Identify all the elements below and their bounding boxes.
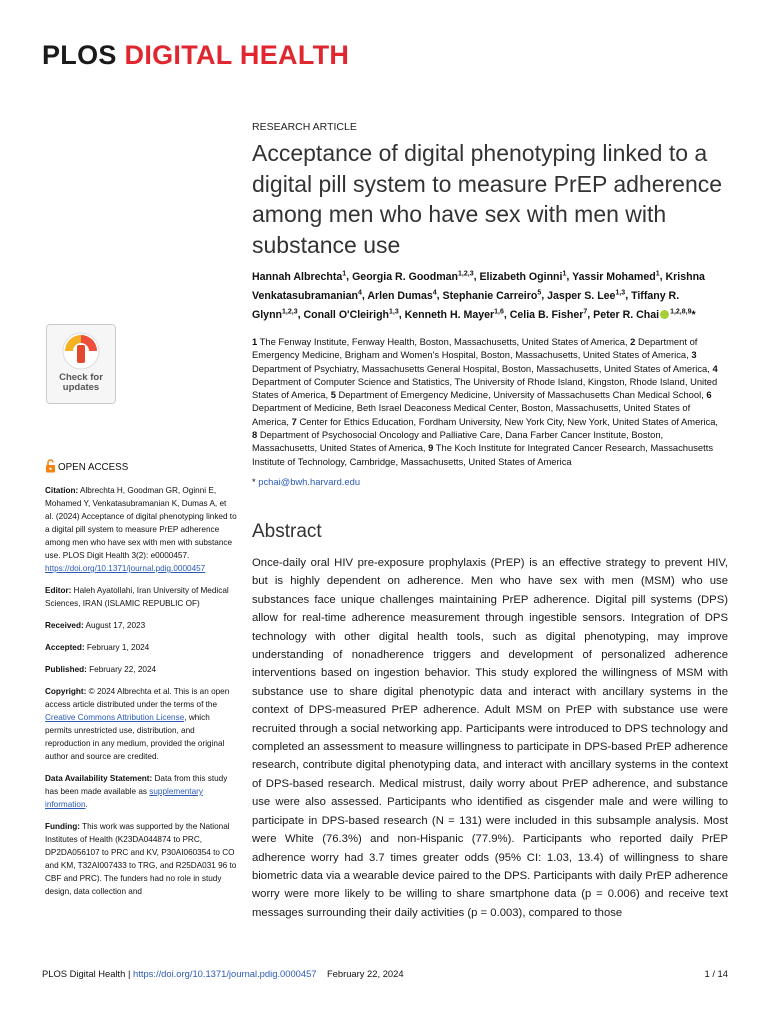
page-footer — [42, 968, 728, 979]
author-name — [572, 271, 660, 283]
affiliation-text: Department of Psychosocial Oncology and Palliative Care, Dana Farber Cancer Institute, Boston, Massachusetts, United States of America, — [252, 429, 664, 454]
affiliation-text: Department of Computer Science and Statistics, The University of Rhode Island, Kingston, Rhode Island, United States of America, — [252, 375, 718, 401]
affiliation-text: Department of Psychiatry, Massachusetts General Hospital, Boston, Massachusetts, United States of America, — [252, 362, 710, 374]
author-name-text: Arlen Dumas — [367, 289, 433, 302]
author-name — [479, 271, 566, 283]
journal-name-digital-health: DIGITAL HEALTH — [124, 40, 350, 70]
article-sidebar — [45, 484, 237, 907]
article-type: RESEARCH ARTICLE — [252, 121, 357, 133]
check-updates-line1: Check for — [59, 372, 103, 383]
abstract-heading: Abstract — [252, 521, 322, 542]
author-affiliation-sup: 1,6 — [494, 308, 504, 316]
author-name-text: Georgia R. Goodman — [352, 270, 459, 283]
journal-logo — [42, 40, 349, 71]
author-name-text: Tiffany R. Glynn — [252, 289, 680, 321]
author-name — [405, 309, 504, 321]
author-affiliation-sup: 1,2,3 — [282, 308, 298, 316]
funding-text: This work was supported by the National Institutes of Health (K23DA044874 to PRC, DP2DA056107 to PRC and KV, P30AI060354 to CO and KM, T32AI007433 to TRG, and R25DA031 96 to CBF and PRC). The funders had no role in study design, data collection and — [45, 822, 237, 896]
author-name-text: Stephanie Carreiro — [442, 289, 538, 302]
author-name-text: Yassir Mohamed — [572, 270, 656, 283]
affiliation-text: The Koch Institute for Integrated Cancer Research, Massachusetts Institute of Technology, Cambridge, Massachusetts, United States of America — [252, 442, 714, 467]
affiliation-text: Center for Ethics Education, Fordham University, New York City, New York, United States of America, — [299, 415, 719, 427]
author-affiliation-sup: 1 — [562, 270, 567, 277]
author-affiliation-sup: 4 — [432, 289, 437, 297]
editor-block — [45, 584, 237, 610]
author-name — [443, 290, 542, 302]
affiliation-text: Department of Emergency Medicine, University of Massachusetts Chan Medical School, — [338, 389, 704, 401]
published-block — [45, 663, 237, 676]
copyright-block — [45, 685, 237, 763]
check-updates-text — [47, 373, 115, 393]
accepted-date: February 1, 2024 — [86, 643, 150, 652]
footer-journal: PLOS Digital Health — [42, 968, 126, 979]
affiliation-number: 4 — [712, 362, 718, 374]
citation-text: Albrechta H, Goodman GR, Oginni E, Mohamed Y, Venkatasubramanian K, Dumas A, et al. (2024) Acceptance of digital phenotyping linked to a digital pill system to measure PrEP adherence among men who have sex with men with substance use. PLOS Digit Health 3(2): e0000457. — [45, 486, 237, 560]
footer-separator: | — [125, 968, 134, 979]
affiliation-text: Department of Medicine, Beth Israel Deaconess Medical Center, Boston, Massachusetts, United States of America, — [252, 402, 691, 427]
affiliation-item — [252, 336, 628, 347]
correspondence-marker: * — [252, 476, 259, 487]
citation-block — [45, 484, 237, 575]
abstract-text: Once-daily oral HIV pre-exposure prophylaxis (PrEP) is an effective strategy to prevent HIV, but is highly dependent on adherence. Men who have sex with men (MSM) who use substances face unique challenges maintaining PrEP adherence. Digital pill systems (DPS) allow for real-time adherence measurement through ingestible sensors. Integration of DPS technology with other digital health tools, such as digital phenotyping, may improve understanding of nonadherence triggers and development of personalized adherence interventions based on ingestion behavior. This study explored the willingness of MSM with substance use to share digital phenotypic data and interact with ancillary systems in the context of DPS-measured PrEP adherence. Adult MSM on PrEP with substance use were recruited through a social networking app. Participants were introduced to DPS technology and completed an assessment to measure willingness to participate in DPS-based PrEP adherence research, contribute digital phenotyping data, and interact with ancillary systems in the context of DPS-based research. Medical mistrust, daily worry about PrEP adherence, and substance use were also assessed. Participants who identified as cisgender male and were willing to participate in DPS-based research (N = 131) were included in this subsample analysis. Most were White (76.3%) and non-Hispanic (77.9%). Participants who reported daily PrEP adherence worry had 3.7 times greater odds (95% CI: 1.03, 13.4) of willingness to share biometric data via a wearable device paired to the DPS. Participants with daily PrEP adherence worry were more likely to be willing to share smartphone data (p = 0.006) and receive text messages surrounding their daily activities (p = 0.003), compared to those — [252, 557, 728, 919]
affiliation-text: The Fenway Institute, Fenway Health, Boston, Massachusetts, United States of America, — [259, 336, 628, 347]
check-for-updates-button[interactable] — [46, 324, 116, 404]
affiliation-number: 1 — [252, 336, 258, 347]
funding-label: Funding: — [45, 822, 81, 831]
author-name — [547, 290, 625, 302]
author-name — [352, 271, 474, 283]
author-list: Hannah Albrechta$^1$, Georgia R. Goodman$^{1,2,3}$, Elizabeth Oginni$^1$, Yassir Mohamed$^1$, Krishna Venkatasubramanian$^4$, Arlen Dumas$^4$, Stephanie Carreiro$^5$, Jasper S. Lee$^{1,3}$, Tiffany R. Glynn$^{1,2,3}$, Conall O'Cleirigh$^{1,3}$, Kenneth H. Mayer$^{1,6}$, Celia B. Fisher$^7$, Peter R. Chai $^{1,2,8,9}$* — [252, 270, 705, 321]
author-name — [252, 271, 346, 283]
author-affiliation-sup: 1 — [655, 270, 660, 277]
received-date: August 17, 2023 — [85, 621, 146, 630]
author-name-text: Krishna Venkatasubramanian — [252, 270, 705, 302]
editor-label: Editor: — [45, 586, 72, 595]
data-availability-block — [45, 772, 237, 811]
open-access-label: OPEN ACCESS — [58, 462, 129, 473]
received-block — [45, 619, 237, 632]
data-availability-label: Data Availability Statement: — [45, 774, 153, 783]
author-affiliation-sup: 7 — [583, 308, 588, 316]
check-updates-icon — [61, 331, 101, 371]
author-affiliation-sup: 1,2,8,9 — [670, 308, 692, 316]
author-name-text: Elizabeth Oginni — [479, 270, 563, 283]
affiliation-number: 3 — [691, 349, 697, 361]
author-name — [593, 309, 695, 321]
author-affiliation-sup: 1 — [342, 270, 347, 277]
author-name-text: Conall O'Cleirigh — [303, 308, 390, 321]
author-affiliation-sup: 4 — [357, 289, 362, 297]
published-date: February 22, 2024 — [89, 665, 157, 674]
published-label: Published: — [45, 665, 87, 674]
author-name-text: Peter R. Chai — [593, 308, 660, 321]
author-affiliation-sup: 1,2,3 — [458, 270, 474, 277]
footer-doi-link[interactable]: https://doi.org/10.1371/journal.pdig.0000457 — [133, 968, 317, 979]
footer-date: February 22, 2024 — [326, 968, 404, 979]
copyright-text: © 2024 Albrechta et al. This is an open access article distributed under the terms of the — [45, 687, 230, 709]
page-number: 1 / 14 — [704, 968, 728, 979]
author-name-text: Kenneth H. Mayer — [404, 308, 495, 321]
correspondence — [252, 476, 360, 487]
editor-text: Haleh Ayatollahi, Iran University of Medical Sciences, IRAN (ISLAMIC REPUBLIC OF) — [45, 586, 229, 608]
accepted-label: Accepted: — [45, 643, 85, 652]
article-title: Acceptance of digital phenotyping linked to a digital pill system to measure PrEP adherence among men who have sex with men with substance use — [252, 140, 723, 258]
affiliation-number: 2 — [630, 336, 636, 347]
open-access-badge — [45, 459, 128, 473]
data-availability-end: . — [85, 800, 88, 809]
author-name — [367, 290, 436, 302]
author-affiliation-sup: 5 — [537, 289, 542, 297]
affiliation-number: 5 — [330, 389, 336, 401]
affiliation-number: 7 — [291, 415, 297, 427]
data-availability-text: Data from this study has been made available as — [45, 774, 228, 796]
affiliation-item — [292, 416, 718, 427]
supplementary-info-link[interactable]: supplementary information — [45, 787, 203, 809]
author-name — [510, 309, 588, 321]
citation-label: Citation: — [45, 486, 79, 495]
author-name — [304, 309, 399, 321]
correspondence-email-link[interactable]: pchai@bwh.harvard.edu — [258, 476, 361, 487]
accepted-block — [45, 641, 237, 654]
copyright-text-end: , which permits unrestricted use, distribution, and reproduction in any medium, provided the original author and source are credited. — [45, 713, 225, 761]
affiliation-text: Department of Emergency Medicine, Brigham and Women's Hospital, Boston, Massachusetts, United States of America, — [252, 336, 698, 361]
open-lock-icon — [45, 459, 56, 473]
affiliation-number: 9 — [428, 442, 434, 454]
license-link[interactable]: Creative Commons Attribution License — [45, 713, 185, 722]
copyright-label: Copyright: — [45, 687, 87, 696]
received-label: Received: — [45, 621, 84, 630]
author-name-text: Celia B. Fisher — [509, 308, 584, 321]
author-name-text: Jasper S. Lee — [547, 289, 616, 302]
journal-name-plos: PLOS — [42, 40, 125, 70]
orcid-icon[interactable] — [660, 310, 669, 319]
affiliation-number: 6 — [706, 389, 712, 401]
author-name-text: Hannah Albrechta — [252, 270, 343, 283]
author-affiliation-sup: 1,3 — [615, 289, 626, 297]
affiliations — [252, 335, 722, 468]
corresponding-author-marker: * — [691, 308, 696, 321]
check-updates-line2: updates — [62, 382, 100, 393]
affiliation-number: 8 — [252, 429, 258, 441]
affiliation-item — [331, 389, 704, 400]
citation-doi-link[interactable]: https://doi.org/10.1371/journal.pdig.0000457 — [45, 564, 206, 573]
funding-block — [45, 820, 237, 898]
author-affiliation-sup: 1,3 — [389, 308, 399, 316]
